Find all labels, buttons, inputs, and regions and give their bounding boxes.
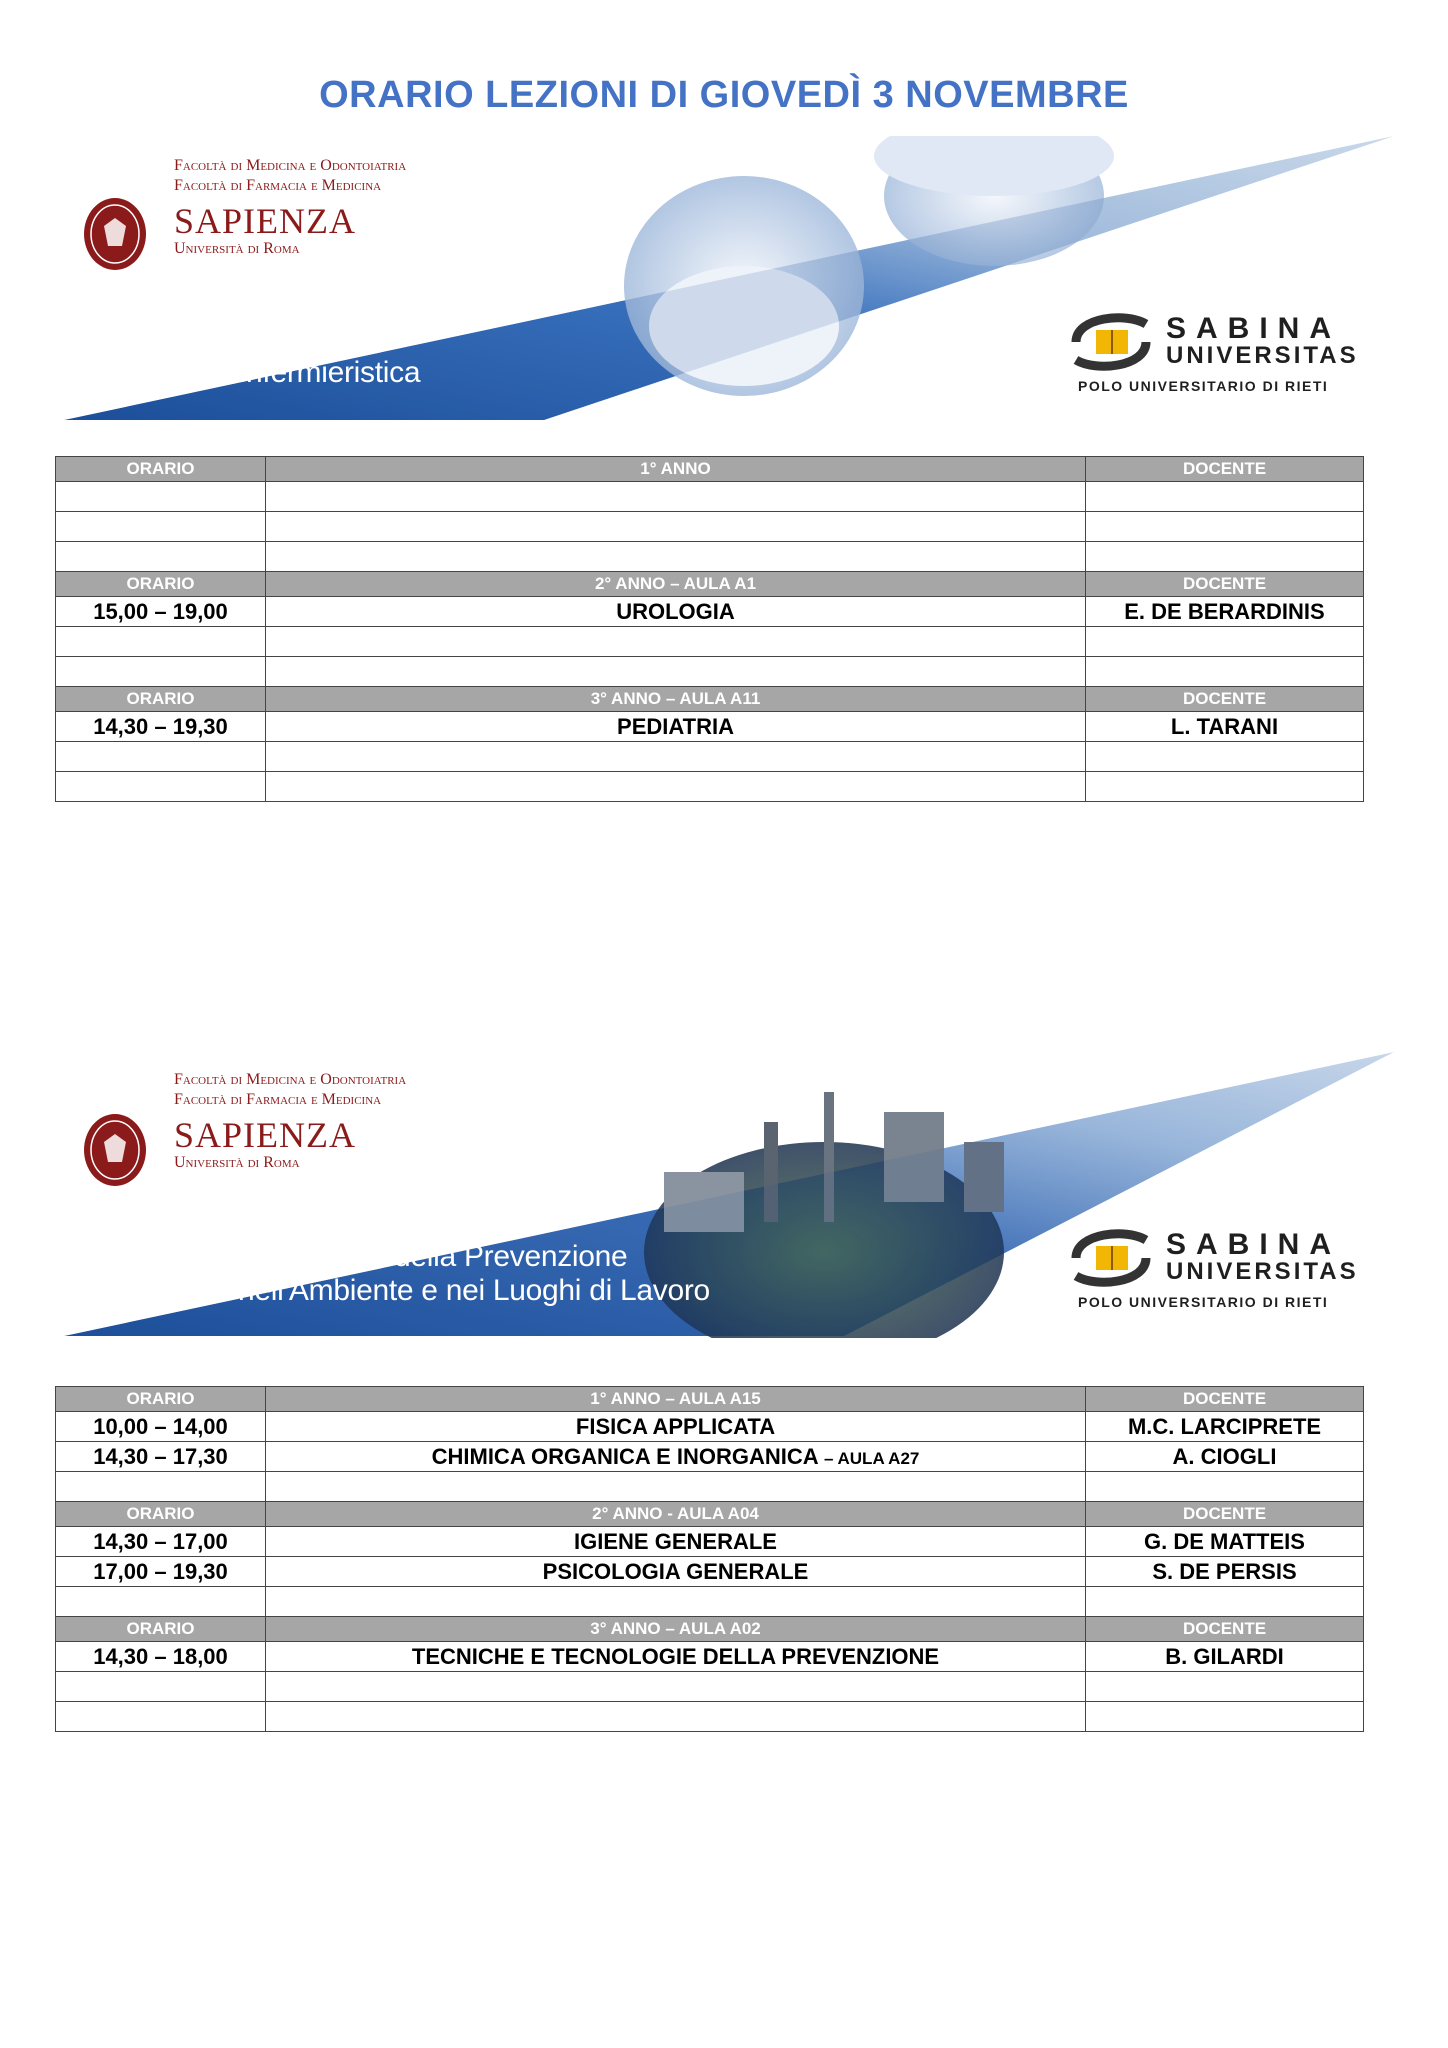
- cell-orario: 14,30 – 17,30: [56, 1442, 266, 1472]
- cell-corso: [266, 1702, 1086, 1732]
- cell-corso: UROLOGIA: [266, 597, 1086, 627]
- sabina-universitas-logo: [1066, 312, 1366, 402]
- cell-docente: E. DE BERARDINIS: [1086, 597, 1364, 627]
- table-row: [56, 1672, 1364, 1702]
- cell-orario: [56, 1672, 266, 1702]
- header-docente: DOCENTE: [1086, 1387, 1364, 1412]
- section-header: [56, 572, 1364, 597]
- university-name: SAPIENZA: [174, 201, 357, 241]
- table-row: [56, 772, 1364, 802]
- cell-corso: [266, 742, 1086, 772]
- cell-orario: [56, 1587, 266, 1617]
- header-orario: ORARIO: [56, 1617, 266, 1642]
- cell-docente: [1086, 1702, 1364, 1732]
- section-header: [56, 457, 1364, 482]
- table-row: [56, 712, 1364, 742]
- cell-docente: [1086, 1587, 1364, 1617]
- sabina-book-icon: [1066, 1228, 1156, 1288]
- table-row: [56, 1442, 1364, 1472]
- table-row: [56, 742, 1364, 772]
- table-row: [56, 1642, 1364, 1672]
- cell-corso: FISICA APPLICATA: [266, 1412, 1086, 1442]
- sabina-name: SABINA: [1166, 312, 1342, 345]
- cell-corso: [266, 657, 1086, 687]
- program-title-line-1: Tecniche della Prevenzione: [270, 1240, 628, 1273]
- header-docente: DOCENTE: [1086, 457, 1364, 482]
- table-row: [56, 1702, 1364, 1732]
- cell-orario: [56, 627, 266, 657]
- cell-orario: [56, 1702, 266, 1732]
- table-row: [56, 657, 1364, 687]
- header-docente: DOCENTE: [1086, 572, 1364, 597]
- cell-orario: [56, 512, 266, 542]
- header-orario: ORARIO: [56, 457, 266, 482]
- header-anno: 3° ANNO – AULA A11: [266, 687, 1086, 712]
- schedule-table-infermieristica: [55, 456, 1364, 802]
- sabina-polo: POLO UNIVERSITARIO DI RIETI: [1078, 1294, 1329, 1310]
- cell-corso: IGIENE GENERALE: [266, 1527, 1086, 1557]
- table-row: [56, 1587, 1364, 1617]
- university-subtitle: Università di Roma: [174, 240, 300, 257]
- sabina-polo: POLO UNIVERSITARIO DI RIETI: [1078, 378, 1329, 394]
- cell-orario: 14,30 – 19,30: [56, 712, 266, 742]
- cell-corso: [266, 772, 1086, 802]
- faculty-line-1: Facoltà di Medicina e Odontoiatria: [174, 1071, 407, 1088]
- header-docente: DOCENTE: [1086, 687, 1364, 712]
- program-title-line-2: nell'Ambiente e nei Luoghi di Lavoro: [238, 1274, 710, 1307]
- aula-note: – AULA A27: [823, 1448, 920, 1468]
- cell-docente: B. GILARDI: [1086, 1642, 1364, 1672]
- table-row: [56, 1472, 1364, 1502]
- header-orario: ORARIO: [56, 572, 266, 597]
- cell-orario: [56, 542, 266, 572]
- cell-corso: TECNICHE E TECNOLOGIE DELLA PREVENZIONE: [266, 1642, 1086, 1672]
- header-anno: 2° ANNO - AULA A04: [266, 1502, 1086, 1527]
- cell-orario: [56, 742, 266, 772]
- schedule-table-tecniche-prevenzione: [55, 1386, 1364, 1732]
- sabina-book-icon: [1066, 312, 1156, 372]
- cell-corso: [266, 1442, 1086, 1472]
- section-header: [56, 687, 1364, 712]
- cell-docente: [1086, 657, 1364, 687]
- university-subtitle: Università di Roma: [174, 1154, 300, 1171]
- sabina-subtitle: UNIVERSITAS: [1166, 1258, 1359, 1285]
- course-name: CHIMICA ORGANICA E INORGANICA: [431, 1443, 818, 1469]
- banner-infermieristica: [64, 136, 1394, 422]
- header-orario: ORARIO: [56, 1387, 266, 1412]
- header-anno: 1° ANNO: [266, 457, 1086, 482]
- cell-orario: [56, 772, 266, 802]
- header-anno: 1° ANNO – AULA A15: [266, 1387, 1086, 1412]
- cell-docente: [1086, 1672, 1364, 1702]
- sabina-name: SABINA: [1166, 1228, 1342, 1261]
- header-orario: ORARIO: [56, 1502, 266, 1527]
- cell-docente: [1086, 542, 1364, 572]
- cell-docente: [1086, 627, 1364, 657]
- faculty-line-2: Facoltà di Farmacia e Medicina: [174, 1091, 382, 1108]
- cell-orario: [56, 482, 266, 512]
- table-row: [56, 597, 1364, 627]
- table-row: [56, 512, 1364, 542]
- cell-orario: 14,30 – 18,00: [56, 1642, 266, 1672]
- table-row: [56, 1412, 1364, 1442]
- sabina-subtitle: UNIVERSITAS: [1166, 342, 1359, 369]
- table-row: [56, 1557, 1364, 1587]
- header-anno: 2° ANNO – AULA A1: [266, 572, 1086, 597]
- cell-orario: 15,00 – 19,00: [56, 597, 266, 627]
- page-title: ORARIO LEZIONI DI GIOVEDÌ 3 NOVEMBRE: [319, 74, 1129, 116]
- cell-docente: [1086, 482, 1364, 512]
- faculty-line-2: Facoltà di Farmacia e Medicina: [174, 177, 382, 194]
- cell-corso: [266, 542, 1086, 572]
- cell-docente: [1086, 742, 1364, 772]
- header-docente: DOCENTE: [1086, 1502, 1364, 1527]
- cell-corso: [266, 1672, 1086, 1702]
- cell-docente: [1086, 512, 1364, 542]
- header-docente: DOCENTE: [1086, 1617, 1364, 1642]
- table-row: [56, 627, 1364, 657]
- cell-orario: [56, 1472, 266, 1502]
- cell-docente: L. TARANI: [1086, 712, 1364, 742]
- section-header: [56, 1617, 1364, 1642]
- cell-corso: [266, 1472, 1086, 1502]
- section-header: [56, 1502, 1364, 1527]
- cell-orario: 14,30 – 17,00: [56, 1527, 266, 1557]
- cell-docente: [1086, 772, 1364, 802]
- banner-tecniche-prevenzione: [64, 1052, 1394, 1338]
- cell-corso: PSICOLOGIA GENERALE: [266, 1557, 1086, 1587]
- university-name: SAPIENZA: [174, 1115, 357, 1155]
- cell-orario: 10,00 – 14,00: [56, 1412, 266, 1442]
- cell-corso: [266, 627, 1086, 657]
- cell-orario: [56, 657, 266, 687]
- header-anno: 3° ANNO – AULA A02: [266, 1617, 1086, 1642]
- table-row: [56, 542, 1364, 572]
- table-row: [56, 482, 1364, 512]
- section-header: [56, 1387, 1364, 1412]
- cell-docente: [1086, 1472, 1364, 1502]
- header-orario: ORARIO: [56, 687, 266, 712]
- program-title: Infermieristica: [238, 356, 421, 389]
- cell-docente: M.C. LARCIPRETE: [1086, 1412, 1364, 1442]
- sabina-universitas-logo: [1066, 1228, 1366, 1318]
- table-row: [56, 1527, 1364, 1557]
- cell-docente: G. DE MATTEIS: [1086, 1527, 1364, 1557]
- faculty-line-1: Facoltà di Medicina e Odontoiatria: [174, 157, 407, 174]
- cell-docente: S. DE PERSIS: [1086, 1557, 1364, 1587]
- cell-corso: PEDIATRIA: [266, 712, 1086, 742]
- cell-orario: 17,00 – 19,30: [56, 1557, 266, 1587]
- cell-docente: A. CIOGLI: [1086, 1442, 1364, 1472]
- cell-corso: [266, 482, 1086, 512]
- cell-corso: [266, 512, 1086, 542]
- cell-corso: [266, 1587, 1086, 1617]
